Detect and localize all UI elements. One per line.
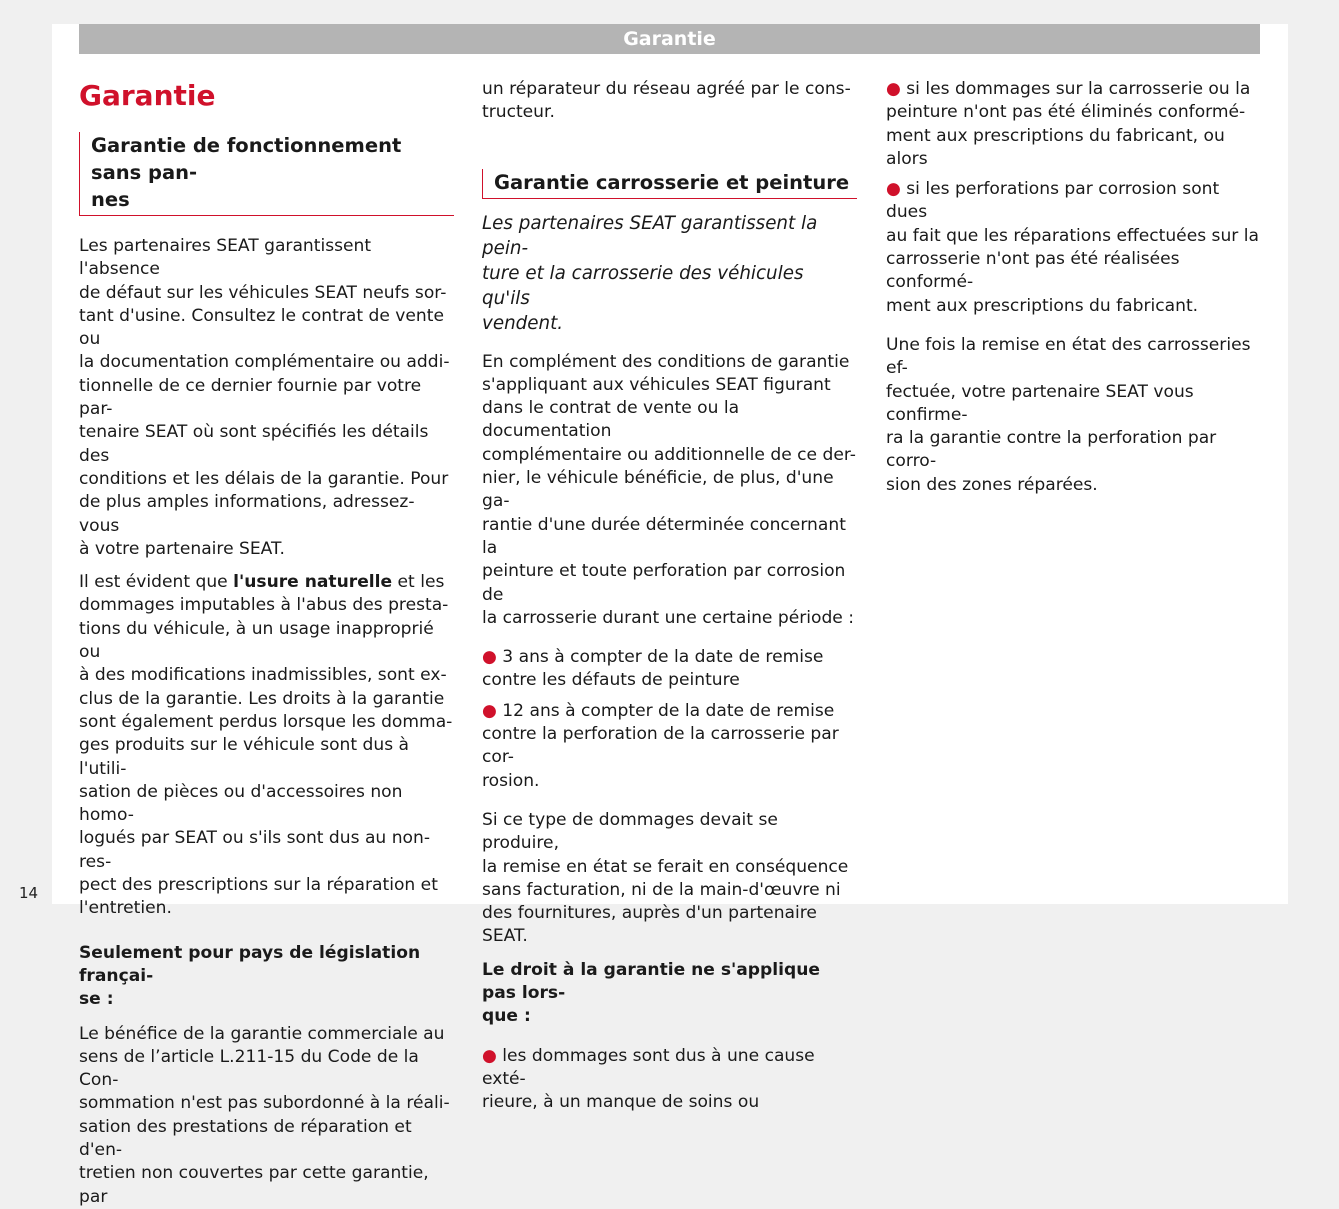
text-line: se : bbox=[79, 989, 114, 1010]
bullet-icon: ● bbox=[482, 647, 497, 668]
section-heading-line: nes bbox=[91, 188, 130, 211]
text-line: des fournitures, auprès d'un partenaire SEAT. bbox=[482, 903, 817, 947]
list-item bbox=[482, 700, 857, 793]
text-line: un réparateur du réseau agréé par le cons- bbox=[482, 79, 851, 99]
text-run: si les dommages sur la carrosserie ou la bbox=[906, 79, 1251, 99]
paragraph bbox=[482, 78, 857, 125]
text-run: 3 ans à compter de la date de remise bbox=[502, 647, 824, 668]
text-line: de défaut sur les véhicules SEAT neufs sor- bbox=[79, 282, 447, 303]
text-line: contre la perforation de la carrosserie par cor- bbox=[482, 724, 839, 768]
text-line: pect des prescriptions sur la réparation et bbox=[79, 875, 438, 896]
list-item bbox=[886, 178, 1261, 318]
text-line: Les partenaires SEAT garantissent la pein- bbox=[482, 212, 818, 259]
bullet-icon: ● bbox=[482, 1045, 497, 1066]
text-line: contre les défauts de peinture bbox=[482, 670, 740, 691]
column-1 bbox=[79, 80, 454, 1209]
text-line: sens de l’article L.211-15 du Code de la Con- bbox=[79, 1046, 419, 1091]
paragraph bbox=[79, 235, 454, 561]
page-number: 14 bbox=[19, 884, 39, 902]
text-line: rantie d'une durée déterminée concernant la bbox=[482, 514, 846, 558]
text-line: Une fois la remise en état des carrosseries ef- bbox=[886, 334, 1251, 379]
text-line: carrosserie n'ont pas été réalisées conformé- bbox=[886, 249, 1180, 293]
section-heading-line: Garantie carrosserie et peinture bbox=[494, 170, 850, 194]
text-line: ture et la carrosserie des véhicules qu'ils bbox=[482, 262, 804, 309]
text-line: rieure, à un manque de soins ou bbox=[482, 1092, 760, 1113]
paragraph bbox=[79, 1023, 454, 1209]
text-line: Le bénéfice de la garantie commerciale au bbox=[79, 1023, 445, 1044]
text-line: nier, le véhicule bénéficie, de plus, d'une ga- bbox=[482, 468, 834, 512]
text-run: si les perforations par corrosion sont dues bbox=[886, 179, 1220, 223]
text-line: tructeur. bbox=[482, 102, 555, 123]
text-line: l'entretien. bbox=[79, 898, 172, 919]
lead-paragraph bbox=[482, 211, 857, 336]
bold-term: l'usure naturelle bbox=[233, 572, 393, 593]
page-header: Garantie bbox=[79, 24, 1260, 54]
list-item bbox=[482, 646, 857, 693]
text-line: peinture et toute perforation par corrosion de bbox=[482, 561, 846, 605]
paragraph bbox=[886, 334, 1261, 497]
text-line: sans facturation, ni de la main-d'œuvre ni bbox=[482, 879, 841, 900]
text-line: la remise en état se ferait en conséquence bbox=[482, 856, 849, 877]
text-line: vendent. bbox=[482, 312, 564, 334]
text-line: tretien non couvertes par cette garantie, par bbox=[79, 1163, 429, 1207]
text-line: dommages imputables à l'abus des presta- bbox=[79, 595, 449, 616]
paragraph bbox=[482, 809, 857, 949]
section-heading-line: Garantie de fonctionnement sans pan- bbox=[91, 134, 402, 184]
text-line: tionnelle de ce dernier fournie par votre par- bbox=[79, 375, 422, 420]
text-line: logués par SEAT ou s'ils sont dus au non-res- bbox=[79, 828, 430, 872]
text-line: tenaire SEAT où sont spécifiés les détails des bbox=[79, 422, 429, 466]
text-line: tions du véhicule, à un usage inapproprié ou bbox=[79, 618, 434, 663]
bullet-icon: ● bbox=[482, 700, 497, 721]
text-line: sommation n'est pas subordonné à la réali- bbox=[79, 1093, 450, 1114]
text-line: conditions et les délais de la garantie. Pour bbox=[79, 468, 449, 489]
text-line: clus de la garantie. Les droits à la garantie bbox=[79, 688, 445, 709]
text-line: ra la garantie contre la perforation par corro- bbox=[886, 428, 1217, 472]
text-line: fectuée, votre partenaire SEAT vous confirme- bbox=[886, 381, 1194, 425]
text-line: sation des prestations de réparation et d'en- bbox=[79, 1116, 412, 1160]
text-line: Si ce type de dommages devait se produire, bbox=[482, 809, 778, 854]
list-item bbox=[886, 78, 1261, 171]
paragraph bbox=[79, 571, 454, 920]
text-line: ment aux prescriptions du fabricant. bbox=[886, 295, 1199, 316]
text-line: Les partenaires SEAT garantissent l'absence bbox=[79, 236, 372, 280]
text-line: la carrosserie durant une certaine période : bbox=[482, 607, 855, 628]
bold-subheading bbox=[482, 959, 857, 1029]
text-line: tant d'usine. Consultez le contrat de vente ou bbox=[79, 305, 444, 350]
text-line: s'appliquant aux véhicules SEAT figurant bbox=[482, 374, 831, 395]
text-line: rosion. bbox=[482, 770, 540, 791]
text-line: complémentaire ou additionnelle de ce der- bbox=[482, 444, 856, 465]
text-line: au fait que les réparations effectuées sur la bbox=[886, 225, 1259, 246]
text-run: les dommages sont dus à une cause exté- bbox=[482, 1045, 815, 1089]
text-line: de plus amples informations, adressez-vous bbox=[79, 492, 415, 536]
section-heading-carrosserie bbox=[482, 169, 857, 199]
text-run: et les bbox=[392, 572, 445, 593]
text-line: ges produits sur le véhicule sont dus à l'utili- bbox=[79, 735, 410, 779]
text-line: Seulement pour pays de législation françai- bbox=[79, 942, 421, 986]
paragraph bbox=[482, 351, 857, 631]
text-run: 12 ans à compter de la date de remise bbox=[502, 700, 835, 721]
bullet-icon: ● bbox=[886, 79, 901, 99]
text-line: En complément des conditions de garantie bbox=[482, 351, 850, 372]
text-line: ment aux prescriptions du fabricant, ou alors bbox=[886, 125, 1225, 169]
column-3 bbox=[886, 78, 1261, 497]
text-line: sion des zones réparées. bbox=[886, 474, 1098, 495]
text-run: Il est évident que bbox=[79, 572, 234, 593]
text-line: peinture n'ont pas été éliminés conformé- bbox=[886, 102, 1246, 123]
text-line: que : bbox=[482, 1006, 531, 1027]
text-line: la documentation complémentaire ou addi- bbox=[79, 352, 450, 373]
page-title: Garantie bbox=[79, 79, 216, 112]
bullet-icon: ● bbox=[886, 179, 901, 200]
column-2 bbox=[482, 78, 857, 1115]
text-line: à votre partenaire SEAT. bbox=[79, 538, 285, 559]
text-line: Le droit à la garantie ne s'applique pas lors- bbox=[482, 959, 820, 1004]
bold-subheading bbox=[79, 942, 454, 1012]
list-item bbox=[482, 1045, 857, 1115]
text-line: sont également perdus lorsque les domma- bbox=[79, 711, 453, 732]
text-line: à des modifications inadmissibles, sont ex- bbox=[79, 665, 447, 686]
text-line: sation de pièces ou d'accessoires non homo- bbox=[79, 781, 403, 826]
section-heading-fonctionnement bbox=[79, 132, 454, 216]
text-line: dans le contrat de vente ou la documentation bbox=[482, 398, 740, 442]
